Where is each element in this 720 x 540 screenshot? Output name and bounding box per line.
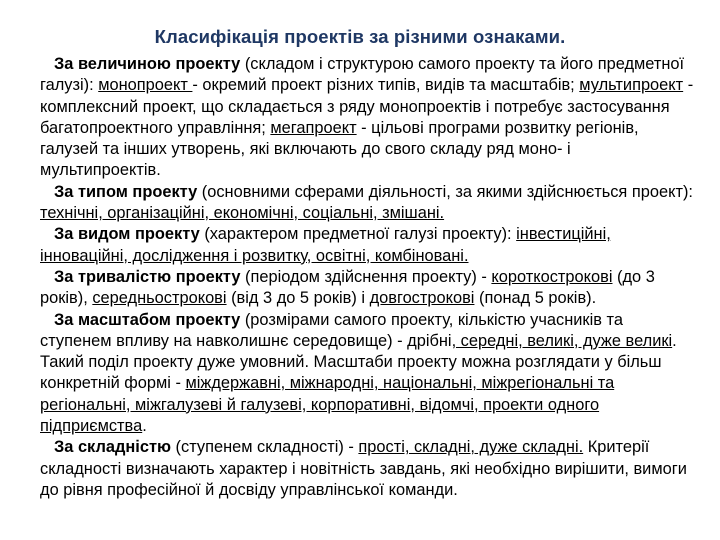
slide-body	[40, 54, 695, 501]
category-term: короткострокові	[491, 267, 613, 286]
body-text: (періодом здійснення проекту) -	[240, 267, 492, 286]
body-text: Критерії складності визначають характер і новітність завдань, які необхідно вирішити, вимоги до рівня професійної й досвіду управлінської команди.	[40, 438, 687, 499]
body-text: (від 3 до 5 років) і	[226, 289, 370, 308]
paragraph-size	[40, 54, 695, 182]
category-term: довгострокові	[369, 289, 475, 308]
criterion-label: За величиною проекту	[54, 55, 241, 73]
body-text: (до 3 років),	[40, 267, 655, 308]
category-term: мультипроект	[579, 76, 684, 95]
category-term: монопроект	[98, 76, 193, 95]
category-term: прості, складні, дуже складні.	[358, 438, 584, 457]
category-term: технічні, організаційні, економічні, соціальні, змішані.	[40, 204, 445, 223]
body-text: (ступенем складності) -	[170, 438, 359, 457]
body-text: (розмірами самого проекту, кількістю учасників та ступенем впливу на навколишнє середовище) - дрібні	[40, 310, 623, 350]
category-term: , середні, великі, дуже великі	[451, 331, 673, 350]
paragraph-duration	[40, 267, 695, 310]
paragraph-complexity	[40, 437, 695, 501]
criterion-label: За видом проекту	[54, 225, 200, 244]
body-text: - комплексний проект, що складається з ряду монопроектів і потребує застосування багатопроектного управління;	[40, 76, 694, 137]
criterion-label: За складністю	[54, 438, 171, 457]
body-text: . Такий поділ проекту дуже умовний. Масштаби проекту можна розглядати у більш конкретній формі -	[40, 331, 677, 393]
criterion-label: За масштабом проекту	[54, 310, 241, 329]
body-text: (основними сферами діяльності, за якими здійснюється проект):	[197, 182, 693, 201]
paragraph-type	[40, 182, 695, 225]
body-text: - окремий проект різних типів, видів та масштабів;	[192, 76, 580, 95]
paragraph-scale	[40, 310, 695, 438]
body-text: (понад 5 років).	[474, 289, 597, 308]
body-text: .	[142, 417, 147, 436]
body-text: (характером предметної галузі проекту):	[199, 225, 517, 244]
body-text: (складом і структурою самого проекту та його предметної галузі):	[40, 55, 685, 95]
category-term: міждержавні, міжнародні, національні, міжрегіональні та регіональні, міжгалузеві й галузеві, корпоративні, відомчі, проекти одного підприємства	[40, 374, 615, 436]
category-term: середньострокові	[92, 289, 227, 308]
category-term: інвестиційні, інноваційні, дослідження і розвитку, освітні, комбіновані.	[40, 225, 611, 265]
slide-title: Класифікація проектів за різними ознаками.	[154, 26, 566, 47]
criterion-label: За тривалістю проекту	[54, 267, 241, 286]
criterion-label: За типом проекту	[54, 182, 198, 201]
body-text: - цільові програми розвитку регіонів, галузей та інших утворень, які включають до свого складу ряд моно- і мультипроектів.	[40, 118, 639, 180]
paragraph-kind	[40, 224, 695, 267]
category-term: мегапроект	[270, 118, 357, 137]
